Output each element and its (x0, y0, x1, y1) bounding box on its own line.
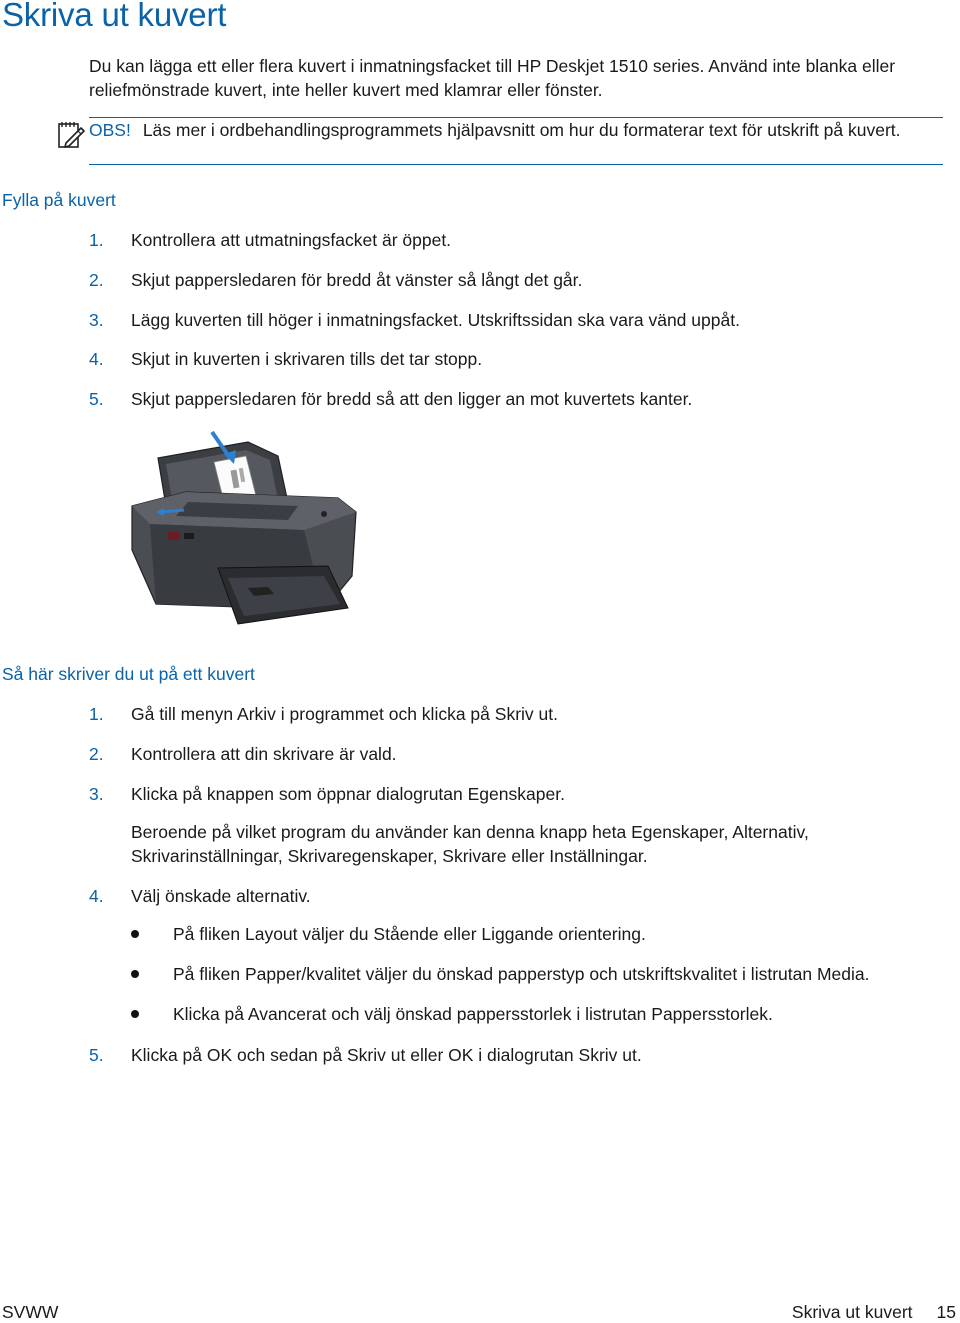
step-text: Kontrollera att din skrivare är vald. (131, 744, 397, 764)
step-text: Gå till menyn Arkiv i programmet och klicka på Skriv ut. (131, 704, 558, 724)
step-text: Klicka på knappen som öppnar dialogrutan Egenskaper. (131, 784, 565, 804)
footer-chapter: Skriva ut kuvert (791, 1302, 913, 1322)
step-number: 1. (89, 230, 104, 250)
bullet-text: Klicka på Avancerat och välj önskad pappersstorlek i listrutan Pappersstorlek. (173, 1004, 773, 1024)
note-pencil-icon (57, 119, 85, 149)
step-number: 5. (89, 1045, 104, 1065)
step-number: 3. (89, 310, 104, 330)
note-text (89, 118, 934, 142)
note-label: OBS! (89, 120, 131, 140)
step-text: Lägg kuverten till höger i inmatningsfacket. Utskriftssidan ska vara vänd uppåt. (131, 310, 740, 330)
page-number: 15 (936, 1302, 956, 1322)
ui-term-egenskaper: Egenskaper (467, 784, 561, 804)
printer-illustration (128, 428, 360, 636)
bullet-dot-icon (131, 1010, 139, 1018)
ui-term-ok: OK (206, 1045, 233, 1065)
step-number: 4. (89, 886, 104, 906)
step-number: 1. (89, 704, 104, 724)
bullet-text: På fliken Papper/kvalitet väljer du önskad papperstyp och utskriftskvalitet i listrutan Media. (173, 964, 870, 984)
ui-term-arkiv: Arkiv (237, 704, 276, 724)
intro-paragraph: Du kan lägga ett eller flera kuvert i inmatningsfacket till HP Deskjet 1510 series. Använd inte blanka eller reliefmönstrade kuvert, inte heller kuvert med klamrar eller fönster. (89, 56, 896, 100)
ui-term-skriv-ut: Skriv ut (346, 1045, 406, 1065)
bullet-text: På fliken Layout väljer du Stående eller Liggande orientering. (173, 924, 646, 944)
ui-term-ok: OK (448, 1045, 474, 1065)
note-body: Läs mer i ordbehandlingsprogrammets hjälpavsnitt om hur du formaterar text för utskrift på kuvert. (142, 120, 901, 140)
step-number: 2. (89, 270, 104, 290)
section-heading-load-envelopes: Fylla på kuvert (2, 190, 116, 210)
step-number: 3. (89, 784, 104, 804)
footer-page-info (792, 1302, 956, 1323)
step-text: Klicka på OK och sedan på Skriv ut eller OK i dialogrutan Skriv ut. (131, 1045, 642, 1065)
bullet-dot-icon (131, 970, 139, 978)
button-name-note: Beroende på vilket program du använder kan denna knapp heta Egenskaper, Alternativ, Skrivarinställningar, Skrivaregenskaper, Skrivare eller Inställningar. (131, 822, 809, 866)
step-number: 5. (89, 389, 104, 409)
section-heading-print-envelope: Så här skriver du ut på ett kuvert (2, 664, 255, 684)
step-text: Kontrollera att utmatningsfacket är öppet. (131, 230, 452, 250)
step-number: 4. (89, 349, 104, 369)
step-text: Skjut in kuverten i skrivaren tills det tar stopp. (131, 349, 483, 369)
footer-doc-code: SVWW (2, 1302, 59, 1322)
step-text: Välj önskade alternativ. (131, 886, 311, 906)
step-number: 2. (89, 744, 104, 764)
ui-term-skriv-ut: Skriv ut (578, 1045, 637, 1065)
note-divider-bottom (89, 164, 943, 165)
step-text: Skjut pappersledaren för bredd åt vänster så långt det går. (131, 270, 583, 290)
step-text: Skjut pappersledaren för bredd så att den ligger an mot kuvertets kanter. (131, 389, 693, 409)
bullet-dot-icon (131, 930, 139, 938)
page-title: Skriva ut kuvert (2, 0, 227, 33)
ui-term-skriv-ut: Skriv ut (494, 704, 554, 724)
